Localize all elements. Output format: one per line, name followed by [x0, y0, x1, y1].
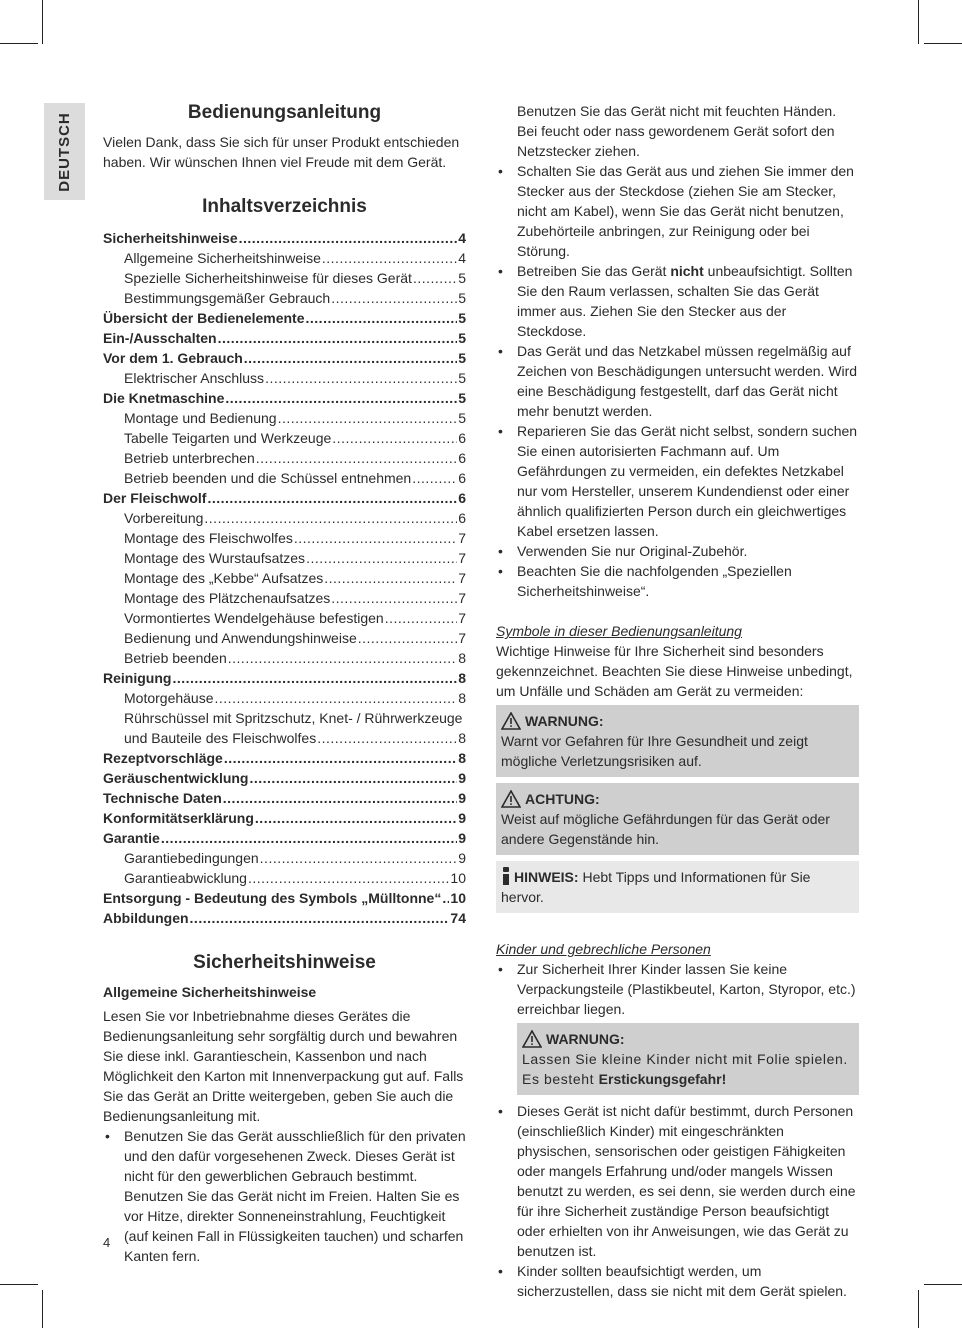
- kids-warning-text: [522, 1049, 854, 1089]
- toc-entry[interactable]: [103, 568, 466, 588]
- toc-leader: [412, 468, 457, 488]
- toc-leader: [172, 668, 457, 688]
- toc-leader: [207, 488, 457, 508]
- toc-entry-title: Konformitätserklärung: [103, 810, 254, 826]
- toc-entry-page: 9: [458, 850, 466, 866]
- toc-entry-page: 7: [458, 530, 466, 546]
- toc-entry-title: Übersicht der Bedienelemente: [103, 310, 305, 326]
- crop-mark: [0, 1284, 38, 1285]
- kids-list-continued: [496, 1101, 859, 1301]
- toc-entry-page: 8: [458, 730, 466, 746]
- toc-entry[interactable]: [103, 288, 466, 308]
- list-item-text: Benutzen Sie das Gerät ausschließlich für den privaten und den dafür vorgesehenen Zweck. Dieses Gerät ist nicht für den gewerblichen Gebrauch bestimmt.: [124, 1128, 466, 1184]
- toc-leader: [324, 568, 457, 588]
- toc-entry[interactable]: [103, 408, 466, 428]
- toc-entry-title: Montage des Plätzchenaufsatzes: [124, 590, 331, 606]
- table-of-contents: [103, 228, 466, 928]
- general-safety-text: Lesen Sie vor Inbetriebnahme dieses Gerätes die Bedienungsanleitung sehr sorgfältig durch und bewahren Sie diese inkl. Garantieschein, Kassenbon und nach Möglichkeit den Karton mit Innenverpackung gut auf. Falls Sie das Gerät an Dritte weitergeben, geben Sie auch die Bedienungsanleitung mit.: [103, 1008, 464, 1124]
- toc-entry-title: Betrieb unterbrechen: [124, 450, 255, 466]
- toc-entry-title: und Bauteile des Fleischwolfes: [124, 730, 317, 746]
- toc-leader: [223, 788, 457, 808]
- crop-mark: [924, 43, 962, 44]
- toc-entry-page: 74: [450, 910, 466, 926]
- toc-entry-page: 5: [458, 370, 466, 386]
- caution-label: ACHTUNG:: [525, 791, 600, 807]
- safety-list-continued: [496, 161, 859, 601]
- toc-leader: [322, 248, 457, 268]
- note-label: HINWEIS:: [514, 869, 579, 885]
- crop-mark: [918, 1290, 919, 1328]
- list-item: • Zur Sicherheit Ihrer Kinder lassen Sie keine Verpackungsteile (Plastikbeutel, Karton, Styropor, etc.) erreichbar liegen.: [496, 959, 859, 1019]
- toc-entry-title: Bestimmungsgemäßer Gebrauch: [124, 290, 331, 306]
- toc-entry[interactable]: [103, 688, 466, 708]
- caution-header: [501, 789, 854, 809]
- note-box: [496, 861, 859, 913]
- toc-entry[interactable]: [103, 748, 466, 768]
- toc-leader: [332, 428, 457, 448]
- toc-entry-title: Betrieb beenden und die Schüssel entnehmen: [124, 470, 412, 486]
- symbols-text: Wichtige Hinweise für Ihre Sicherheit sind besonders gekennzeichnet. Beachten Sie diese Hinweise unbedingt, um Unfälle und Schäden am Gerät zu vermeiden:: [496, 643, 853, 699]
- toc-leader: [161, 828, 457, 848]
- caution-text: Weist auf mögliche Gefährdungen für das Gerät oder andere Gegenstände hin.: [501, 811, 830, 847]
- toc-leader: [218, 328, 458, 348]
- toc-leader: [294, 528, 457, 548]
- toc-entry-title: Montage des Fleischwolfes: [124, 530, 293, 546]
- toc-leader: [413, 268, 457, 288]
- safety-title: Sicherheitshinweise: [193, 952, 376, 973]
- toc-entry-page: 7: [458, 550, 466, 566]
- emphasis: Erstickungsgefahr!: [598, 1071, 727, 1087]
- toc-entry-page: 4: [458, 230, 466, 246]
- toc-entry-title: Montage des „Kebbe“ Aufsatzes: [124, 570, 324, 586]
- toc-entry-title: Garantieabwicklung: [124, 870, 247, 886]
- toc-entry-page: 6: [458, 510, 466, 526]
- warning-text: Warnt vor Gefahren für Ihre Gesundheit und zeigt mögliche Verletzungsrisiken auf.: [501, 733, 808, 769]
- toc-entry-page: 6: [458, 470, 466, 486]
- toc-entry-page: 10: [450, 870, 466, 886]
- toc-leader: [278, 408, 458, 428]
- safety-list: [103, 1126, 466, 1266]
- toc-entry-page: 8: [458, 690, 466, 706]
- symbols-heading: Symbole in dieser Bedienungsanleitung: [496, 623, 742, 639]
- toc-entry-title: Elektrischer Anschluss: [124, 370, 265, 386]
- crop-mark: [42, 1290, 43, 1328]
- toc-entry[interactable]: [103, 528, 466, 548]
- toc-entry[interactable]: [103, 508, 466, 528]
- toc-entry-page: 6: [458, 450, 466, 466]
- manual-title: Bedienungsanleitung: [187, 102, 382, 123]
- toc-entry-title: Der Fleischwolf: [103, 490, 207, 506]
- toc-entry-title: Rezeptvorschläge: [103, 750, 223, 766]
- caution-box: [496, 783, 859, 855]
- kids-warning-body: Lassen Sie kleine Kinder nicht mit Folie spielen. Es besteht: [522, 1051, 848, 1087]
- toc-entry-title: Betrieb beenden: [124, 650, 227, 666]
- toc-entry-title: Sicherheitshinweise: [103, 230, 238, 246]
- toc-entry-title: Vor dem 1. Gebrauch: [103, 350, 243, 366]
- toc-leader: [256, 448, 457, 468]
- toc-entry[interactable]: [103, 828, 466, 848]
- toc-leader: [306, 548, 457, 568]
- toc-entry-page: 8: [458, 750, 466, 766]
- caution-triangle-icon: [501, 790, 521, 808]
- warning-triangle-icon: [501, 712, 521, 730]
- toc-entry[interactable]: [103, 328, 466, 348]
- toc-entry-title: Reinigung: [103, 670, 172, 686]
- toc-entry-title: Technische Daten: [103, 790, 222, 806]
- list-item: • Das Gerät und das Netzkabel müssen regelmäßig auf Zeichen von Beschädigungen untersucht werden. Wird eine Beschädigung festgestellt, darf das Gerät nicht mehr benutzt werden.: [496, 341, 859, 421]
- toc-entry[interactable]: [103, 628, 466, 648]
- toc-leader: [306, 308, 458, 328]
- warning-label: WARNUNG:: [525, 713, 604, 729]
- toc-entry-page: 5: [458, 330, 466, 346]
- toc-entry[interactable]: [103, 668, 466, 688]
- toc-entry-page: 4: [458, 250, 466, 266]
- toc-entry[interactable]: [103, 268, 466, 288]
- toc-entry-page: 10: [450, 890, 466, 906]
- toc-entry-page: 7: [458, 570, 466, 586]
- toc-leader: [225, 388, 457, 408]
- kids-warning-label: WARNUNG:: [546, 1031, 625, 1047]
- toc-leader: [260, 848, 458, 868]
- toc-entry[interactable]: [103, 448, 466, 468]
- toc-entry-title: Rührschüssel mit Spritzschutz, Knet- / Rührwerkzeuge: [124, 710, 463, 726]
- toc-entry-page: 5: [458, 290, 466, 306]
- list-item: • Beachten Sie die nachfolgenden „Speziellen Sicherheitshinweise“.: [496, 561, 859, 601]
- warning-header: [501, 711, 854, 731]
- toc-entry-page: 9: [458, 810, 466, 826]
- toc-entry[interactable]: [103, 468, 466, 488]
- list-item: [103, 1126, 466, 1266]
- toc-entry-page: 7: [458, 630, 466, 646]
- toc-entry[interactable]: [103, 588, 466, 608]
- toc-entry-page: 6: [458, 490, 466, 506]
- crop-mark: [918, 0, 919, 44]
- toc-entry-page: 5: [458, 410, 466, 426]
- toc-entry-title: Montage und Bedienung: [124, 410, 277, 426]
- toc-leader: [317, 728, 457, 748]
- toc-entry-title: Garantiebedingungen: [124, 850, 259, 866]
- toc-entry[interactable]: [103, 788, 466, 808]
- page-number: 4: [103, 1235, 111, 1250]
- toc-entry-page: 6: [458, 430, 466, 446]
- toc-entry-page: 7: [458, 610, 466, 626]
- toc-entry[interactable]: [103, 888, 466, 908]
- toc-leader: [190, 908, 450, 928]
- toc-entry[interactable]: [103, 548, 466, 568]
- toc-entry[interactable]: [103, 608, 466, 628]
- toc-entry-title: Allgemeine Sicherheitshinweise: [124, 250, 321, 266]
- toc-entry-page: 7: [458, 590, 466, 606]
- toc-entry-page: 8: [458, 670, 466, 686]
- toc-entry-title: Montage des Wurstaufsatzes: [124, 550, 306, 566]
- toc-leader: [215, 688, 458, 708]
- toc-entry[interactable]: [103, 308, 466, 328]
- list-item: • Schalten Sie das Gerät aus und ziehen Sie immer den Stecker aus der Steckdose (ziehen Sie am Stecker, nicht am Kabel), wenn Sie das Gerät nicht benutzen, Zubehörteile anbringen, zur Reinigung oder bei Störung.: [496, 161, 859, 261]
- language-tab-label: DEUTSCH: [55, 111, 73, 192]
- list-item-text: unbeaufsichtigt. Sollten Sie den Raum verlassen, schalten Sie das Gerät immer aus. Ziehen Sie den Stecker aus der Steckdose.: [517, 263, 853, 339]
- info-icon: [501, 867, 511, 885]
- toc-entry-title: Tabelle Teigarten und Werkzeuge: [124, 430, 332, 446]
- toc-entry[interactable]: [103, 248, 466, 268]
- toc-leader: [265, 368, 457, 388]
- list-item: • Dieses Gerät ist nicht dafür bestimmt, durch Personen (einschließlich Kinder) mit eingeschränkten physischen, sensorischen oder geistigen Fähigkeiten oder mangels Erfahrung und/oder mangels Wissen benutzt zu werden, es sei denn, sie werden durch eine für ihre Sicherheit zuständige Person beaufsichtigt oder erhielten von ihr Anweisungen, wie das Gerät zu benutzen ist.: [496, 1101, 859, 1261]
- list-item: • Reparieren Sie das Gerät nicht selbst, sondern suchen Sie einen autorisierten Fachmann auf. Um Gefährdungen zu vermeiden, ein defektes Netzkabel nur vom Hersteller, unserem Kundendienst oder einer ähnlich qualifizierten Person durch ein gleichwertiges Kabel ersetzen lassen.: [496, 421, 859, 541]
- toc-entry-title: Geräuschentwicklung: [103, 770, 249, 786]
- toc-entry-page: 5: [458, 350, 466, 366]
- toc-entry-title: Vormontiertes Wendelgehäuse befestigen: [124, 610, 384, 626]
- toc-entry-page: 9: [458, 830, 466, 846]
- toc-leader: [249, 768, 457, 788]
- toc-entry-page: 5: [458, 270, 466, 286]
- toc-entry-title: Bedienung und Anwendungshinweise: [124, 630, 357, 646]
- crop-mark: [924, 1284, 962, 1285]
- toc-entry-page: 8: [458, 650, 466, 666]
- toc-leader: [331, 588, 457, 608]
- kids-warning-box: [517, 1023, 859, 1095]
- toc-entry[interactable]: [103, 808, 466, 828]
- toc-entry[interactable]: [103, 228, 466, 248]
- toc-entry-title: Die Knetmaschine: [103, 390, 225, 406]
- toc-entry[interactable]: [103, 768, 466, 788]
- toc-leader: [358, 628, 457, 648]
- toc-entry[interactable]: [103, 368, 466, 388]
- toc-leader: [442, 888, 449, 908]
- crop-mark: [0, 43, 38, 44]
- toc-entry-page: 9: [458, 770, 466, 786]
- list-item: • Verwenden Sie nur Original-Zubehör.: [496, 541, 859, 561]
- crop-mark: [42, 0, 43, 44]
- toc-entry[interactable]: [103, 728, 466, 748]
- general-safety-heading: Allgemeine Sicherheitshinweise: [103, 984, 317, 1000]
- list-item: • Kinder sollten beaufsichtigt werden, um sicherzustellen, dass sie nicht mit dem Gerät spielen.: [496, 1261, 859, 1301]
- toc-entry-page: 5: [458, 310, 466, 326]
- warning-triangle-icon: [522, 1030, 542, 1048]
- toc-entry[interactable]: [103, 488, 466, 508]
- toc-entry[interactable]: [103, 868, 466, 888]
- toc-entry[interactable]: [103, 708, 466, 728]
- kids-list: [496, 959, 859, 1019]
- toc-entry-title: Abbildungen: [103, 910, 189, 926]
- toc-leader: [244, 348, 457, 368]
- toc-entry-title: Motorgehäuse: [124, 690, 214, 706]
- toc-leader: [255, 808, 457, 828]
- toc-leader: [248, 868, 449, 888]
- toc-entry-title: Vorbereitung: [124, 510, 204, 526]
- toc-entry[interactable]: [103, 388, 466, 408]
- toc-entry-title: Spezielle Sicherheitshinweise für dieses Gerät: [124, 270, 412, 286]
- list-item: [496, 261, 859, 341]
- toc-leader: [204, 508, 457, 528]
- list-item-text: Betreiben Sie das Gerät: [517, 263, 671, 279]
- toc-entry-page: 9: [458, 790, 466, 806]
- toc-entry[interactable]: [103, 428, 466, 448]
- warning-box: [496, 705, 859, 777]
- toc-leader: [239, 228, 458, 248]
- toc-leader: [385, 608, 458, 628]
- toc-entry-page: 5: [458, 390, 466, 406]
- toc-entry-title: Garantie: [103, 830, 160, 846]
- continued-text: Benutzen Sie das Gerät nicht mit feuchten Händen. Bei feucht oder nass gewordenem Gerät sofort den Netzstecker ziehen.: [517, 103, 837, 159]
- left-column: [103, 100, 466, 1266]
- note-text: Hebt Tipps und Informationen für Sie hervor.: [501, 869, 811, 905]
- list-item-text: Benutzen Sie das Gerät nicht im Freien. Halten Sie es vor Hitze, direkter Sonneneinstrahlung, Feuchtigkeit (auf keinen Fall in Flüssigkeiten tauchen) und scharfen Kanten fern.: [124, 1188, 464, 1264]
- kids-warning-header: [522, 1029, 854, 1049]
- toc-title: Inhaltsverzeichnis: [202, 196, 367, 217]
- toc-entry[interactable]: [103, 648, 466, 668]
- toc-entry-title: Ein-/Ausschalten: [103, 330, 217, 346]
- toc-entry[interactable]: [103, 908, 466, 928]
- emphasis: nicht: [670, 263, 704, 279]
- right-column: [496, 101, 859, 1301]
- toc-entry[interactable]: [103, 348, 466, 368]
- toc-leader: [224, 748, 457, 768]
- toc-entry-title: Entsorgung - Bedeutung des Symbols „Mülltonne“: [103, 890, 442, 906]
- intro-text: Vielen Dank, dass Sie sich für unser Produkt entschieden haben. Wir wünschen Ihnen viel Freude mit dem Gerät.: [103, 134, 460, 170]
- toc-leader: [331, 288, 457, 308]
- toc-entry[interactable]: [103, 848, 466, 868]
- language-tab: [44, 103, 85, 200]
- toc-leader: [228, 648, 457, 668]
- kids-heading: Kinder und gebrechliche Personen: [496, 941, 711, 957]
